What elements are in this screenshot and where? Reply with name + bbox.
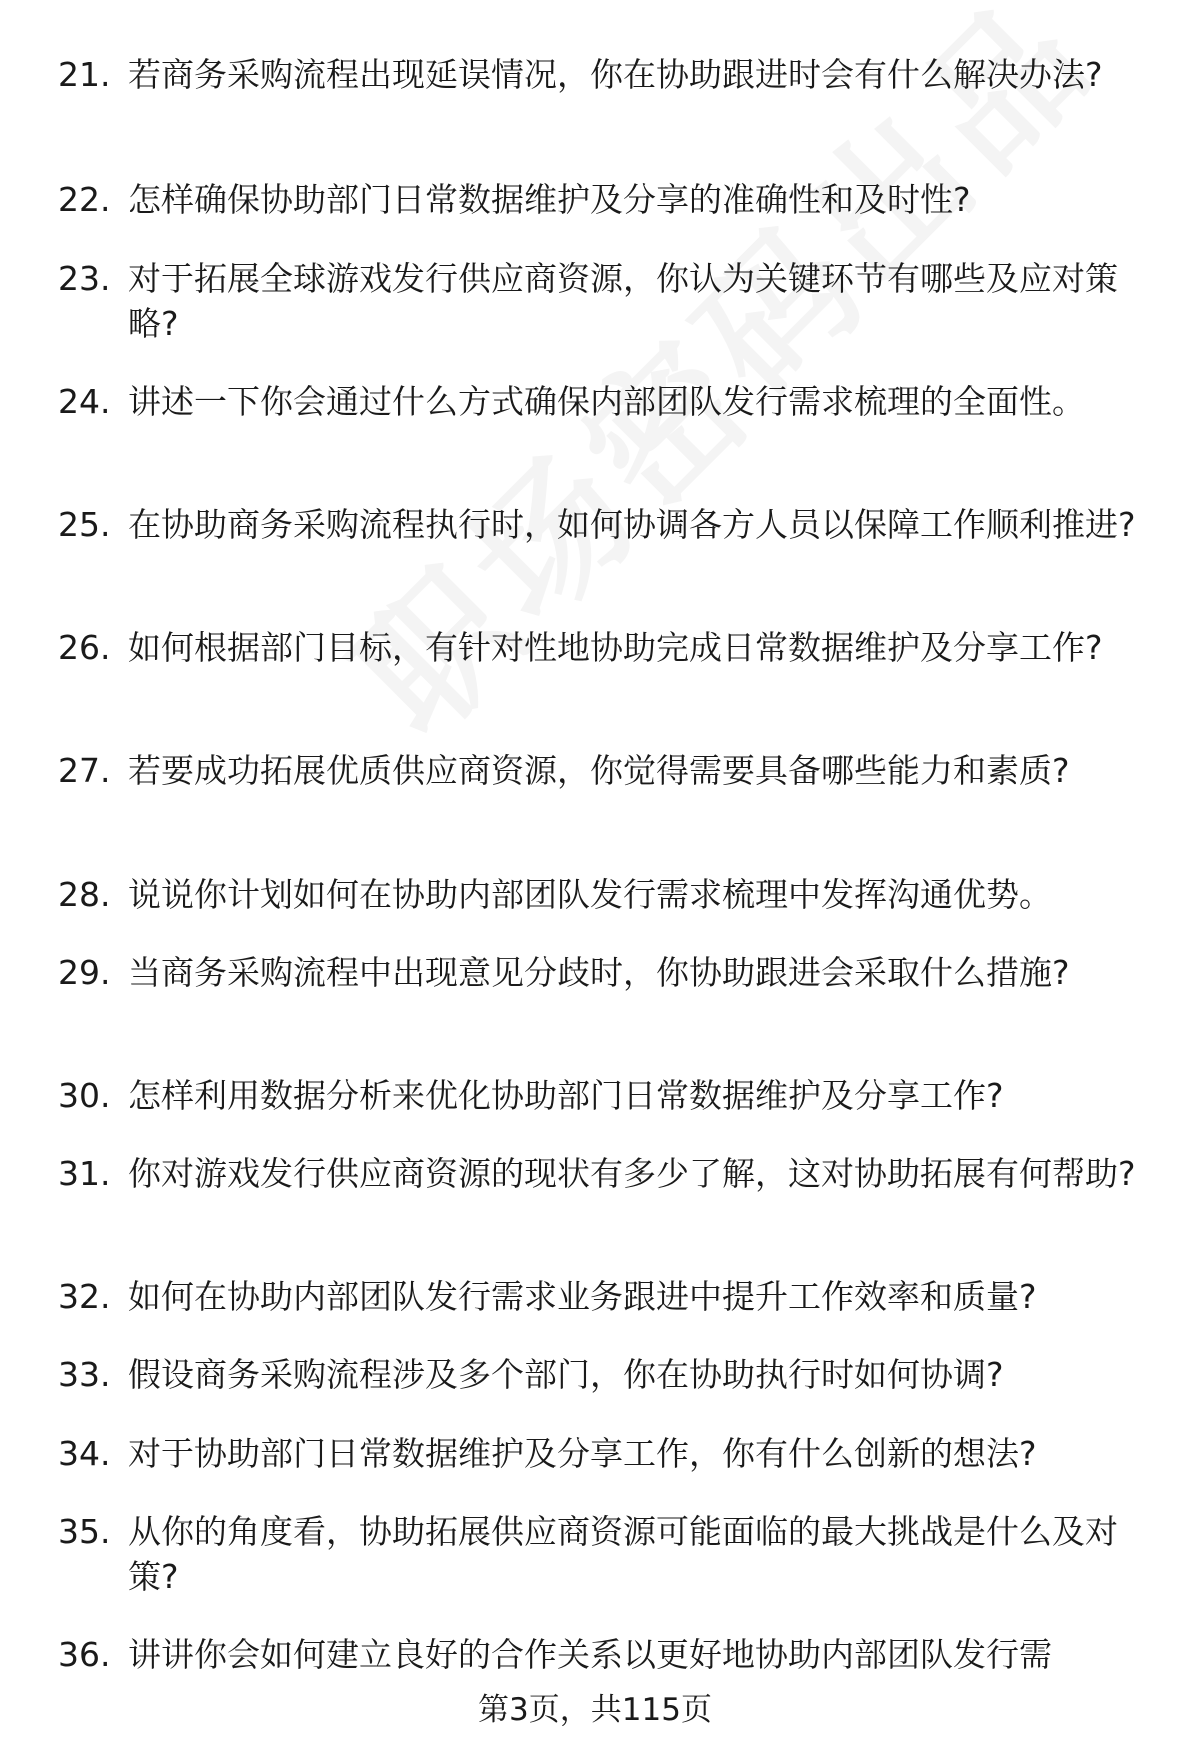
- question-number: 36.: [58, 1635, 111, 1674]
- question-number: 32.: [58, 1277, 111, 1316]
- question-text: 说说你计划如何在协助内部团队发行需求梳理中发挥沟通优势。: [128, 875, 1052, 914]
- page-footer: 第3页，共115页: [478, 1692, 712, 1728]
- question-number: 21.: [58, 55, 111, 94]
- question-text: 如何在协助内部团队发行需求业务跟进中提升工作效率和质量?: [128, 1277, 1037, 1316]
- question-number: 28.: [58, 875, 111, 914]
- question-number: 26.: [58, 628, 111, 667]
- question-number: 29.: [58, 953, 111, 992]
- question-text: 怎样确保协助部门日常数据维护及分享的准确性和及时性?: [128, 180, 971, 219]
- question-number: 35.: [58, 1512, 111, 1551]
- question-text: 讲述一下你会通过什么方式确保内部团队发行需求梳理的全面性。: [128, 382, 1085, 421]
- question-text: 如何根据部门目标，有针对性地协助完成日常数据维护及分享工作?: [128, 628, 1103, 667]
- question-number: 24.: [58, 382, 111, 421]
- question-number: 34.: [58, 1434, 111, 1473]
- question-text: 当商务采购流程中出现意见分歧时，你协助跟进会采取什么措施?: [128, 953, 1070, 992]
- question-text: 若商务采购流程出现延误情况，你在协助跟进时会有什么解决办法?: [128, 55, 1103, 94]
- question-text: 从你的角度看，协助拓展供应商资源可能面临的最大挑战是什么及对策?: [128, 1512, 1118, 1596]
- question-text: 若要成功拓展优质供应商资源，你觉得需要具备哪些能力和素质?: [128, 751, 1070, 790]
- question-text: 对于协助部门日常数据维护及分享工作，你有什么创新的想法?: [128, 1434, 1037, 1473]
- question-text: 怎样利用数据分析来优化协助部门日常数据维护及分享工作?: [128, 1076, 1004, 1115]
- question-number: 31.: [58, 1154, 111, 1193]
- question-text: 你对游戏发行供应商资源的现状有多少了解，这对协助拓展有何帮助?: [128, 1154, 1136, 1193]
- question-text: 在协助商务采购流程执行时，如何协调各方人员以保障工作顺利推进?: [128, 505, 1136, 544]
- question-number: 23.: [58, 259, 111, 298]
- question-text: 对于拓展全球游戏发行供应商资源，你认为关键环节有哪些及应对策略?: [128, 259, 1118, 343]
- question-number: 25.: [58, 505, 111, 544]
- question-text: 讲讲你会如何建立良好的合作关系以更好地协助内部团队发行需: [128, 1635, 1052, 1674]
- question-number: 30.: [58, 1076, 111, 1115]
- question-number: 33.: [58, 1355, 111, 1394]
- question-text: 假设商务采购流程涉及多个部门，你在协助执行时如何协调?: [128, 1355, 1004, 1394]
- question-number: 22.: [58, 180, 111, 219]
- question-number: 27.: [58, 751, 111, 790]
